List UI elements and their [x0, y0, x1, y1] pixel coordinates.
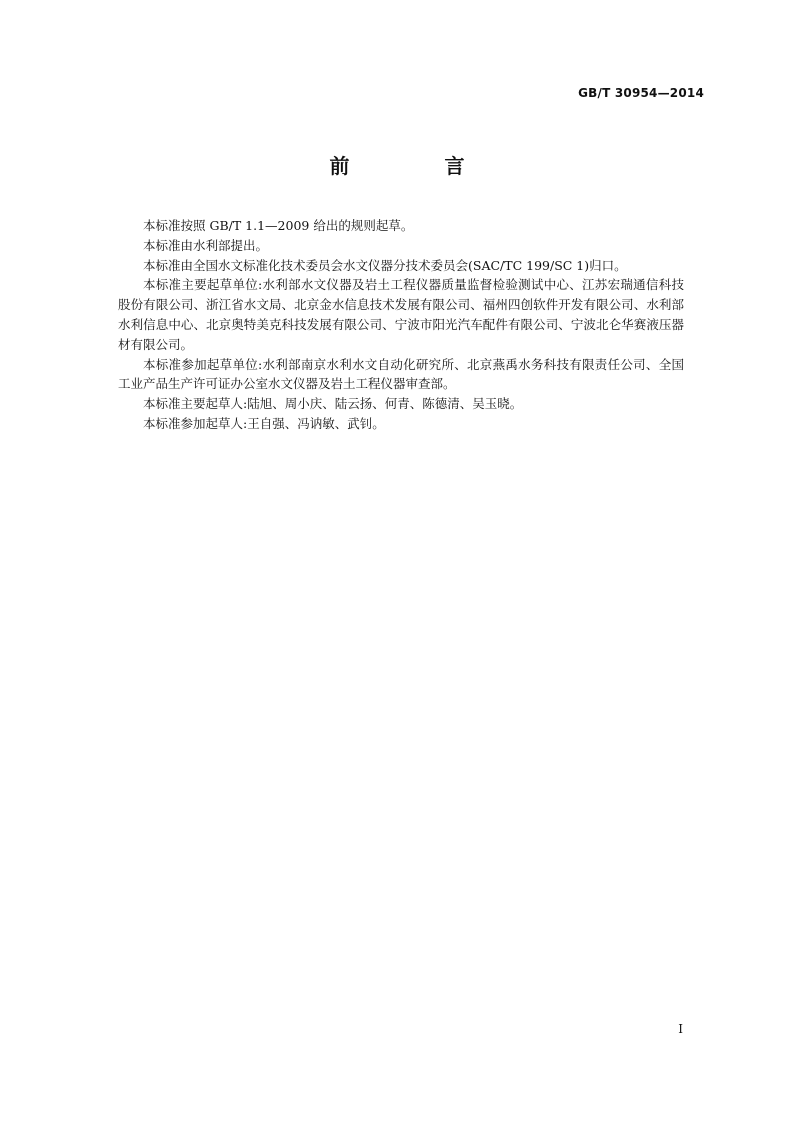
paragraph-participating-units: 本标准参加起草单位:水利部南京水利水文自动化研究所、北京燕禹水务科技有限责任公司、全国工业产品生产许可证办公室水文仪器及岩土工程仪器审查部。	[118, 356, 684, 392]
paragraph-administrator: 本标准由全国水文标准化技术委员会水文仪器分技术委员会(SAC/TC 199/SC 1)归口。	[143, 257, 627, 273]
paragraph-participating-drafters: 本标准参加起草人:王自强、冯讷敏、武钊。	[143, 415, 385, 431]
paragraph-drafting-rules: 本标准按照 GB/T 1.1—2009 给出的规则起草。	[143, 218, 414, 233]
standard-code: GB/T 30954—2014	[578, 86, 704, 100]
foreword-body	[118, 216, 684, 434]
paragraph-main-drafters: 本标准主要起草人:陆旭、周小庆、陆云扬、何青、陈德清、吴玉晓。	[143, 396, 523, 412]
page-number: I	[678, 1022, 683, 1036]
page-title: 前 言	[329, 154, 509, 178]
paragraph-main-drafting-units: 本标准主要起草单位:水利部水文仪器及岩土工程仪器质量监督检验测试中心、江苏宏瑞通信科技股份有限公司、浙江省水文局、北京金水信息技术发展有限公司、福州四创软件开发有限公司、水利部水利信息中心、北京奥特美克科技发展有限公司、宁波市阳光汽车配件有限公司、宁波北仑华赛液压器材有限公司。	[118, 277, 684, 352]
paragraph-proposer: 本标准由水利部提出。	[143, 237, 269, 253]
